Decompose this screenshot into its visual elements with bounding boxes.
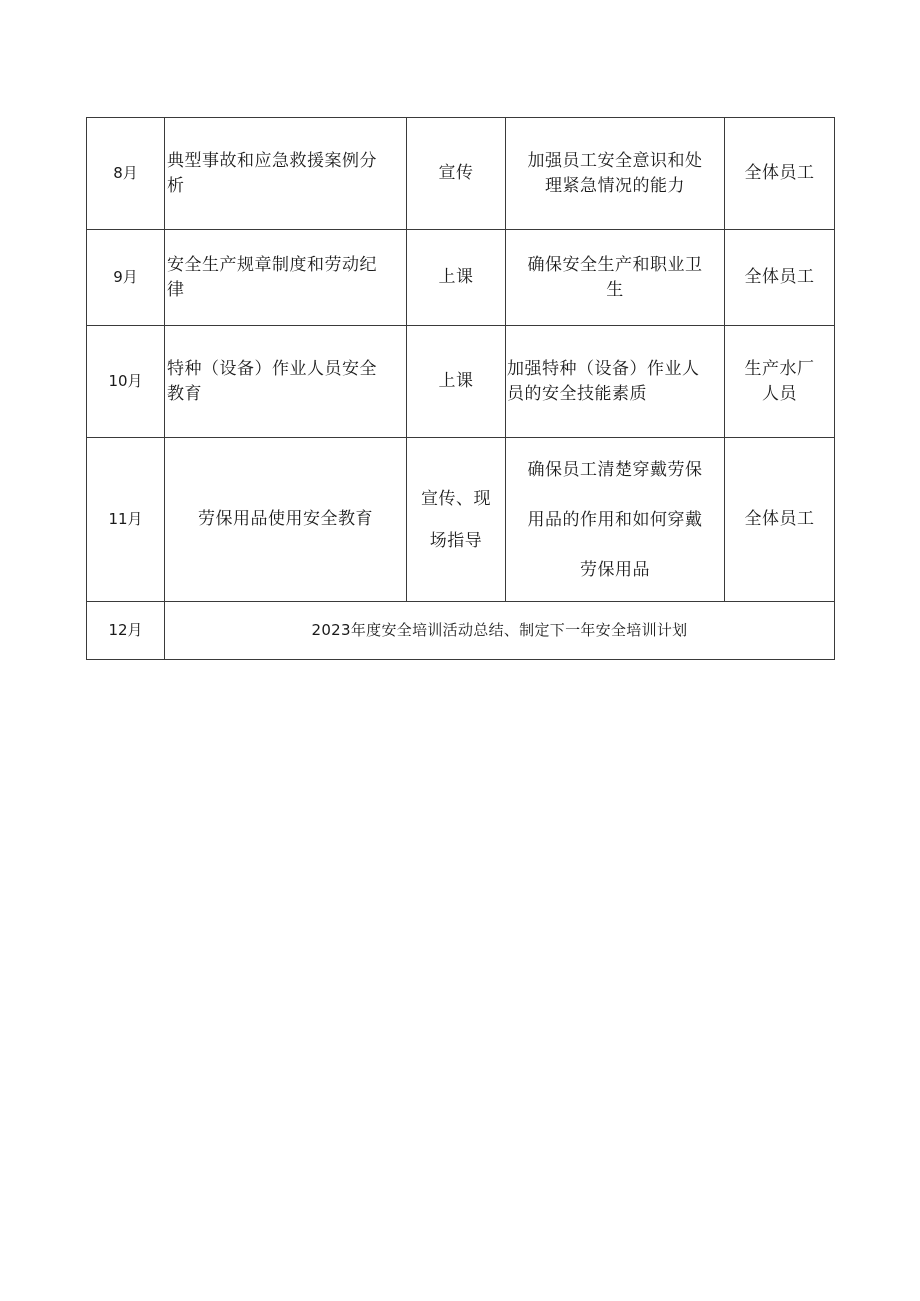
month-text: 11月 xyxy=(108,510,143,528)
topic-cell xyxy=(165,118,407,230)
month-text: 8月 xyxy=(113,164,138,182)
method-cell xyxy=(407,118,506,230)
audience-cell xyxy=(725,230,835,326)
month-text: 12月 xyxy=(108,621,143,639)
topic-cell xyxy=(165,326,407,438)
method-text: 宣传、现 场指导 xyxy=(421,488,491,551)
audience-text: 全体员工 xyxy=(744,163,815,183)
audience-text: 全体员工 xyxy=(744,267,815,287)
month-cell xyxy=(87,326,165,438)
summary-row xyxy=(87,602,835,660)
summary-text: 2023年度安全培训活动总结、制定下一年安全培训计划 xyxy=(311,621,688,639)
method-text: 上课 xyxy=(438,267,474,287)
month-cell xyxy=(87,118,165,230)
goal-cell xyxy=(506,230,725,326)
audience-cell xyxy=(725,118,835,230)
method-cell xyxy=(407,230,506,326)
method-text: 上课 xyxy=(438,371,474,391)
training-plan-table xyxy=(86,117,835,660)
table-row xyxy=(87,326,835,438)
goal-cell xyxy=(506,326,725,438)
method-text: 宣传 xyxy=(438,163,474,183)
goal-text: 加强特种（设备）作业人 员的安全技能素质 xyxy=(507,358,700,404)
audience-text: 生产水厂 人员 xyxy=(744,358,815,404)
goal-text: 加强员工安全意识和处 理紧急情况的能力 xyxy=(527,150,703,196)
goal-cell xyxy=(506,118,725,230)
audience-cell xyxy=(725,438,835,602)
month-cell xyxy=(87,438,165,602)
method-cell xyxy=(407,326,506,438)
topic-text: 劳保用品使用安全教育 xyxy=(198,509,373,529)
month-text: 10月 xyxy=(108,372,143,390)
month-cell xyxy=(87,602,165,660)
audience-text: 全体员工 xyxy=(744,509,815,529)
goal-cell xyxy=(506,438,725,602)
audience-cell xyxy=(725,326,835,438)
month-text: 9月 xyxy=(113,268,138,286)
topic-cell xyxy=(165,438,407,602)
topic-cell xyxy=(165,230,407,326)
month-cell xyxy=(87,230,165,326)
goal-text: 确保安全生产和职业卫 生 xyxy=(527,254,703,300)
topic-text: 安全生产规章制度和劳动纪 律 xyxy=(167,254,377,300)
goal-text: 确保员工清楚穿戴劳保 用品的作用和如何穿戴 劳保用品 xyxy=(527,459,703,580)
summary-cell xyxy=(165,602,835,660)
table-row xyxy=(87,230,835,326)
table-row xyxy=(87,438,835,602)
method-cell xyxy=(407,438,506,602)
topic-text: 典型事故和应急救援案例分 析 xyxy=(167,150,377,196)
topic-text: 特种（设备）作业人员安全 教育 xyxy=(167,358,377,404)
table-row xyxy=(87,118,835,230)
